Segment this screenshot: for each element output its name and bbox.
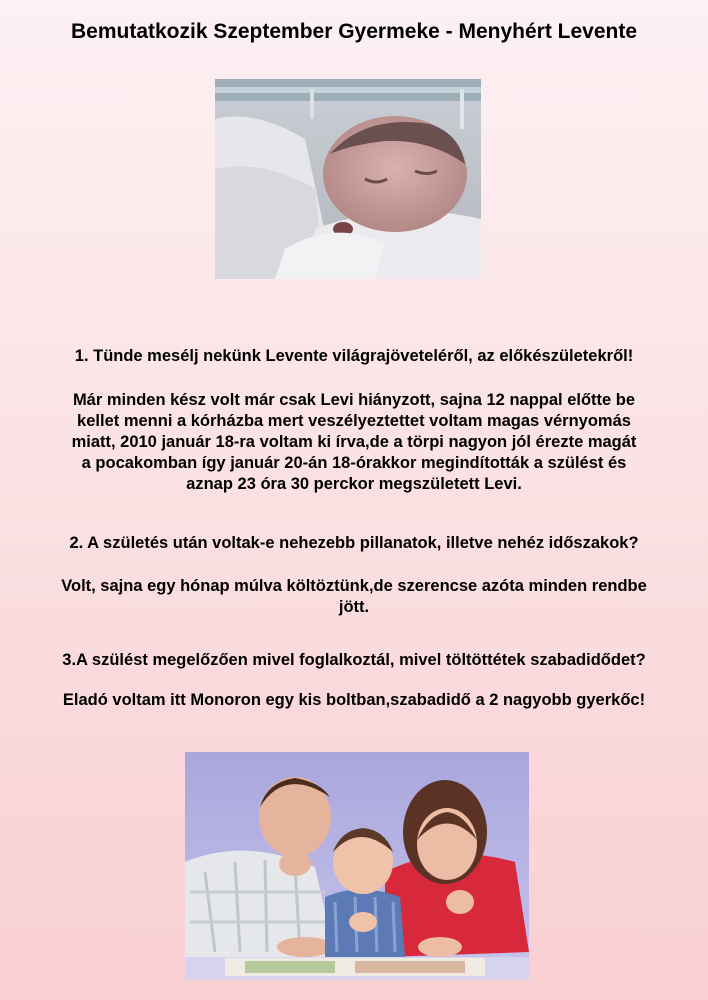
question-1: 1. Tünde mesélj nekünk Levente világrajöveteléről, az előkészületekről! <box>74 347 634 365</box>
question-3: 3.A szülést megelőzően mivel foglalkoztál, mivel töltöttétek szabadidődet? <box>62 651 646 669</box>
family-photo <box>185 752 529 980</box>
answer-2: Volt, sajna egy hónap múlva költöztünk,de szerencse azóta minden rendbe jött. <box>61 577 647 616</box>
answer-1: Már minden kész volt már csak Levi hiányzott, sajna 12 nappal előtte be kellet menni a kórházba mert veszélyeztettet voltam magas vérnyomás miatt, 2010 január 18-ra voltam ki írva,de a törpi nagyon jól érezte magát a pocakomban így január 20-án 18-órakkor megindították a szülést és aznap 23 óra 30 perckor megszületett Levi. <box>71 391 637 493</box>
answer-3: Eladó voltam itt Monoron egy kis boltban,szabadidő a 2 nagyobb gyerkőc! <box>62 691 646 709</box>
page-title: Bemutatkozik Szeptember Gyermeke - Menyhért Levente <box>70 20 638 43</box>
question-2: 2. A születés után voltak-e nehezebb pillanatok, illetve nehéz időszakok? <box>69 534 639 552</box>
newborn-photo <box>215 79 481 279</box>
